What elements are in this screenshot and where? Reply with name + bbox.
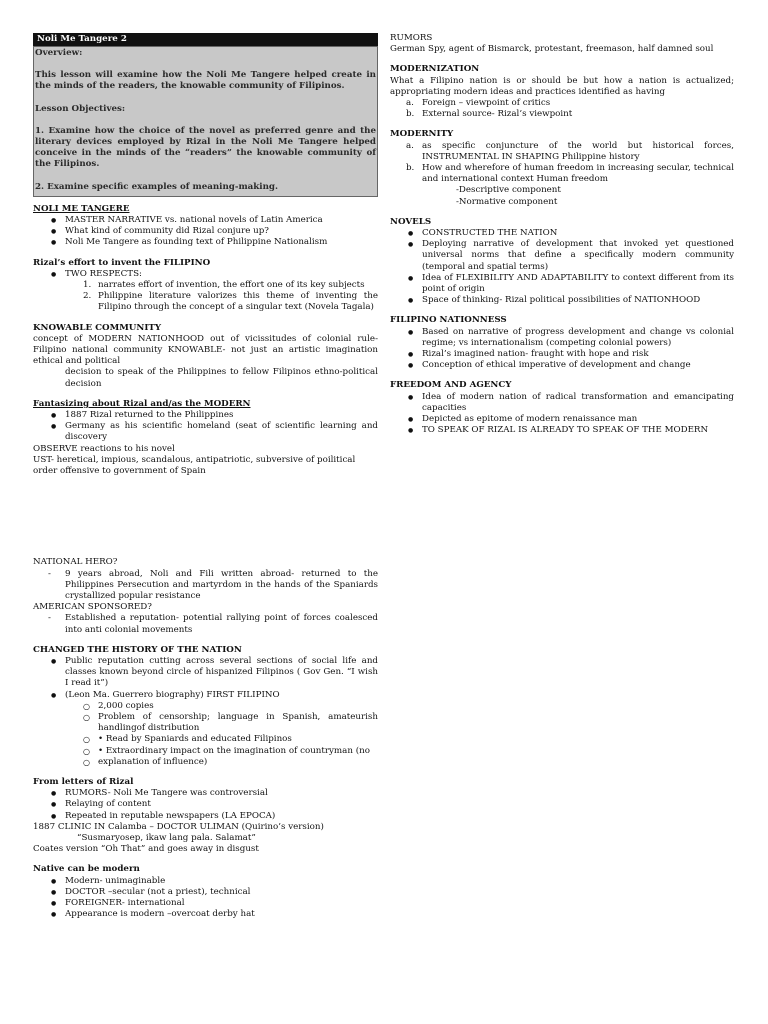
freedom-heading: FREEDOM AND AGENCY	[390, 380, 512, 391]
list-item: a. Foreign – viewpoint of critics	[406, 98, 551, 109]
list-item: b. External source- Rizal’s viewpoint	[406, 109, 573, 120]
overview-intro: This lesson will examine how the Noli Me Tangere helped create in the minds of the readers, the knowable community of Filipinos.	[35, 70, 376, 92]
descriptive-component: -Descriptive component	[456, 185, 561, 196]
knowable-paragraph: concept of MODERN NATIONHOOD out of vicissitudes of colonial rule- Filipino national community KNOWABLE- not just an artistic imagination ethical and political	[33, 333, 378, 367]
list-item: ● Rizal’s imagined nation- fraught with hope and risk	[390, 349, 734, 360]
list-item: ● RUMORS- Noli Me Tangere was controversial	[33, 788, 378, 799]
list-item: ● Deploying narrative of development that invoked yet questioned universal norms that define a specifically modern community (temporal and spatial terms)	[390, 239, 734, 273]
sub-list-item: ○ • Read by Spaniards and educated Filipinos	[33, 734, 378, 745]
rumors-heading: RUMORS	[390, 33, 433, 43]
freedom-list	[390, 392, 734, 437]
sub-list-item: ○ explanation of influence)	[33, 757, 378, 768]
list-item: ● CONSTRUCTED THE NATION	[390, 228, 734, 239]
right-column	[390, 33, 734, 437]
sub-list-item: ○ 2,000 copies	[33, 701, 378, 712]
list-item: ● Depicted as epitome of modern renaissance man	[390, 414, 734, 425]
sub-list-item: ○ Problem of censorship; language in Spanish, amateurish handlingof distribution	[33, 712, 378, 734]
list-item: ● MASTER NARRATIVE vs. national novels of Latin America	[33, 215, 378, 226]
native-list	[33, 876, 378, 921]
fantasizing-heading: Fantasizing about Rizal and/as the MODERN	[33, 398, 251, 409]
list-item: ● Idea of modern nation of radical transformation and emancipating capacities	[390, 392, 734, 414]
list-item: 2. Philippine literature valorizes this theme of inventing the Filipino through the concept of a singular text (Novela Tagala)	[83, 291, 378, 313]
history-list	[33, 656, 378, 768]
list-item: ● (Leon Ma. Guerrero biography) FIRST FILIPINO	[33, 690, 378, 701]
effort-heading: Rizal’s effort to invent the FILIPINO	[33, 257, 211, 268]
novels-list	[390, 228, 734, 306]
list-item: ● Noli Me Tangere as founding text of Philippine Nationalism	[33, 237, 378, 248]
modernization-heading: MODERNIZATION	[390, 64, 480, 75]
list-item: ● Appearance is modern –overcoat derby hat	[33, 909, 378, 920]
modernity-list	[390, 141, 734, 186]
quote-line: “Susmaryosep, ikaw lang pala. Salamat”	[77, 832, 256, 843]
document-title: Noli Me Tangere 2	[33, 33, 378, 46]
observe-line: OBSERVE reactions to his novel	[33, 443, 175, 454]
list-item: b. How and wherefore of human freedom in increasing secular, technical and international context Human freedom	[406, 163, 734, 185]
list-item: ● Space of thinking- Rizal political possibilities of NATIONHOOD	[390, 295, 734, 306]
list-item: ● Conception of ethical imperative of development and change	[390, 360, 734, 371]
sponsored-list	[33, 613, 378, 635]
objective-1: 1. Examine how the choice of the novel as preferred genre and the literary devices employed by Rizal in the Noli Me Tangere helped conceive in the minds of the “readers” the knowable community of the Filipinos.	[35, 125, 376, 170]
list-item: ● What kind of community did Rizal conjure up?	[33, 226, 378, 237]
coates-line: Coates version “Oh That” and goes away in disgust	[33, 844, 259, 855]
modernity-heading: MODERNITY	[390, 129, 454, 140]
objectives-heading: Lesson Objectives:	[35, 103, 126, 114]
list-item: ● Based on narrative of progress development and change vs colonial regime; vs internationalism (competing colonial powers)	[390, 327, 734, 349]
list-item: ● FOREIGNER- international	[33, 898, 378, 909]
list-item: ● TO SPEAK OF RIZAL IS ALREADY TO SPEAK OF THE MODERN	[390, 425, 734, 436]
knowable-indented: decision to speak of the Philippines to fellow Filipinos ethno-political decision	[65, 367, 378, 389]
novels-heading: NOVELS	[390, 216, 432, 227]
list-item: - Established a reputation- potential rallying point of forces coalesced into anti colonial movements	[33, 613, 378, 635]
hero-list	[33, 569, 378, 603]
normative-component: -Normative component	[456, 196, 558, 207]
noli-list	[33, 215, 378, 249]
clinic-line: 1887 CLINIC IN Calamba – DOCTOR ULIMAN (Quirino’s version)	[33, 821, 324, 832]
letters-heading: From letters of Rizal	[33, 776, 134, 787]
list-item: - 9 years abroad, Noli and Fili written abroad- returned to the Philippines Persecution and martyrdom in the hands of the Spaniards crystallized popular resistance	[33, 569, 378, 603]
left-column	[33, 33, 378, 920]
effort-numbered-list	[33, 280, 378, 314]
overview-heading: Overview:	[35, 48, 83, 58]
native-heading: Native can be modern	[33, 864, 140, 875]
letters-list	[33, 788, 378, 822]
overview-box	[33, 46, 378, 197]
rumors-line: German Spy, agent of Bismarck, protestant, freemason, half damned soul	[390, 44, 714, 55]
objective-2: 2. Examine specific examples of meaning-making.	[35, 181, 279, 192]
list-item: ● Repeated in reputable newspapers (LA EPOCA)	[33, 811, 378, 822]
fantasizing-list	[33, 410, 378, 444]
list-item: ● Public reputation cutting across several sections of social life and classes known beyond circle of hispanized Filipinos ( Gov Gen. “I wish I read it”)	[33, 656, 378, 690]
list-item: ● Modern- unimaginable	[33, 876, 378, 887]
modernization-list	[390, 98, 734, 120]
ust-line: UST- heretical, impious, scandalous, antipatriotic, subversive of poilitical order offensive to government of Spain	[33, 454, 356, 477]
modernization-paragraph: What a Filipino nation is or should be but how a nation is actualized; appropriating modern ideas and practices identified as having	[390, 75, 734, 97]
american-sponsored-question: AMERICAN SPONSORED?	[33, 602, 152, 613]
national-hero-question: NATIONAL HERO?	[33, 557, 118, 568]
nationness-list	[390, 327, 734, 372]
list-item: ● TWO RESPECTS:	[33, 269, 378, 280]
list-item: ● 1887 Rizal returned to the Philippines	[33, 410, 378, 421]
list-item: ● Idea of FLEXIBILITY AND ADAPTABILITY to context different from its point of origin	[390, 273, 734, 295]
noli-heading: NOLI ME TANGERE	[33, 203, 130, 214]
nationness-heading: FILIPINO NATIONNESS	[390, 315, 507, 326]
list-item: 1. narrates effort of invention, the effort one of its key subjects	[83, 280, 365, 291]
history-heading: CHANGED THE HISTORY OF THE NATION	[33, 644, 242, 655]
list-item: ● Relaying of content	[33, 799, 378, 810]
knowable-heading: KNOWABLE COMMUNITY	[33, 322, 162, 333]
sub-list-item: ○ • Extraordinary impact on the imagination of countryman (no	[33, 746, 378, 757]
list-item: ● Germany as his scientific homeland (seat of scientific learning and discovery	[33, 421, 378, 443]
list-item: a. as specific conjuncture of the world but historical forces, INSTRUMENTAL IN SHAPING Philippine history	[406, 140, 734, 162]
effort-list	[33, 269, 378, 280]
list-item: ● DOCTOR –secular (not a priest), technical	[33, 887, 378, 898]
